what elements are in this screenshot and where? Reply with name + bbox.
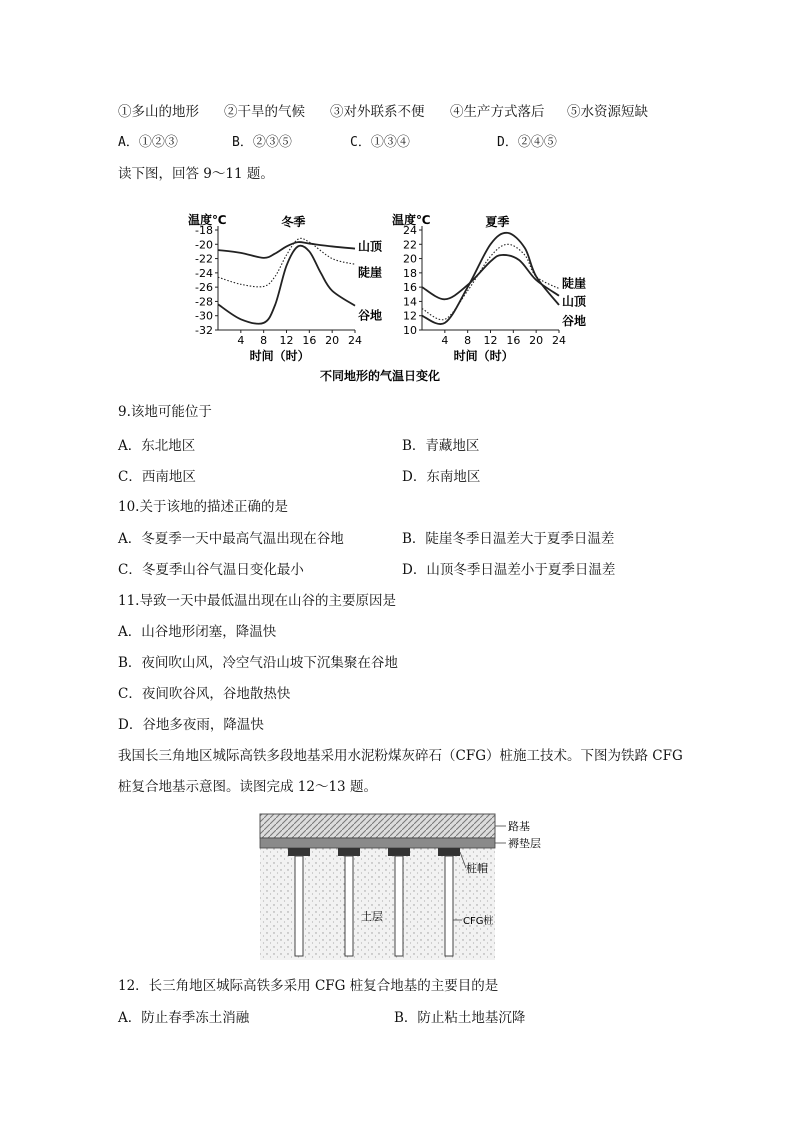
x-tick-label: 20 <box>529 334 544 347</box>
x-tick-label: 4 <box>237 334 245 347</box>
intro-q12-13-line1: 我国长三角地区城际高铁多段地基采用水泥粉煤灰碎石（CFG）桩施工技术。下图为铁路 CFG <box>118 748 683 764</box>
series-label: 山顶 <box>358 239 383 254</box>
x-tick-label: 4 <box>441 334 449 347</box>
x-tick-label: 24 <box>552 334 566 347</box>
q8-factor-5: ⑤水资源短缺 <box>567 104 648 120</box>
q8-option-a: A．①②③ <box>118 135 178 150</box>
q12-option-b: B．防止粘土地基沉降 <box>394 1010 526 1026</box>
y-tick-label: 18 <box>403 266 417 280</box>
x-tick-label: 24 <box>348 334 362 347</box>
chart-title: 冬季 <box>281 215 306 229</box>
q8-option-c: C．①③④ <box>350 135 410 150</box>
label-pile-cap: 桩帽 <box>466 862 488 875</box>
q9-stem: 9.该地可能位于 <box>118 404 212 420</box>
y-tick-label: -24 <box>195 266 213 280</box>
q10-option-c: C．冬夏季山谷气温日变化最小 <box>118 562 304 578</box>
x-axis-label: 时间（时） <box>249 349 310 363</box>
summer-chart <box>392 212 587 363</box>
y-tick-label: -20 <box>195 238 213 252</box>
y-tick-label: -28 <box>195 295 213 309</box>
q8-factor-2: ②干旱的气候 <box>224 104 305 120</box>
q11-option-b: B．夜间吹山风，冷空气沿山坡下沉集聚在谷地 <box>118 655 398 671</box>
q11-stem: 11.导致一天中最低温出现在山谷的主要原因是 <box>118 593 396 609</box>
q9-option-c: C．西南地区 <box>118 469 196 485</box>
x-tick-label: 12 <box>483 334 498 347</box>
x-tick-label: 16 <box>302 334 317 347</box>
q9-option-a: A．东北地区 <box>118 438 196 454</box>
q10-option-d: D．山顶冬季日温差小于夏季日温差 <box>402 562 616 578</box>
series-line-谷地 <box>218 246 355 324</box>
y-axis-label: 温度℃ <box>188 213 227 227</box>
q11-option-c: C．夜间吹谷风，谷地散热快 <box>118 686 291 702</box>
q12-stem: 12．长三角地区城际高铁多采用 CFG 桩复合地基的主要目的是 <box>118 978 499 994</box>
x-tick-label: 20 <box>325 334 340 347</box>
cushion-layer <box>260 838 495 848</box>
x-tick-label: 8 <box>464 334 472 347</box>
label-soil: 土层 <box>361 910 383 923</box>
figure1-caption: 不同地形的气温日变化 <box>319 369 441 383</box>
q10-option-a: A．冬夏季一天中最高气温出现在谷地 <box>118 531 344 547</box>
series-label: 陡崖 <box>358 265 383 280</box>
intro-q12-13-line2: 桩复合地基示意图。读图完成 12～13 题。 <box>118 779 377 795</box>
q9-option-b: B．青藏地区 <box>402 438 480 454</box>
label-cushion: 褥垫层 <box>508 837 541 850</box>
q11-option-a: A．山谷地形闭塞，降温快 <box>118 624 277 640</box>
q8-factor-3: ③对外联系不便 <box>330 104 425 120</box>
y-tick-label: -18 <box>195 224 213 237</box>
q10-stem: 10.关于该地的描述正确的是 <box>118 499 288 515</box>
q12-option-a: A．防止春季冻土消融 <box>118 1010 250 1026</box>
y-tick-label: -30 <box>195 309 213 323</box>
q8-factor-4: ④生产方式落后 <box>450 104 545 120</box>
cfg-pile-diagram <box>258 812 558 962</box>
series-label: 山顶 <box>562 294 587 309</box>
winter-chart <box>188 212 383 363</box>
temperature-chart-figure <box>180 208 600 388</box>
x-tick-label: 12 <box>279 334 294 347</box>
q11-option-d: D．谷地多夜雨，降温快 <box>118 717 264 733</box>
label-cfg-pile: CFG桩 <box>463 916 494 927</box>
series-label: 陡崖 <box>562 276 587 291</box>
intro-q9-11: 读下图，回答 9～11 题。 <box>118 166 274 182</box>
chart-title: 夏季 <box>485 215 510 229</box>
series-line-山顶 <box>422 255 559 299</box>
y-tick-label: 12 <box>403 309 417 323</box>
y-tick-label: -32 <box>195 324 213 337</box>
y-tick-label: 10 <box>403 324 417 337</box>
series-label: 谷地 <box>562 314 587 328</box>
q8-option-d: D．②④⑤ <box>497 135 557 150</box>
y-tick-label: 16 <box>403 281 417 295</box>
y-tick-label: 14 <box>403 295 417 309</box>
x-tick-label: 16 <box>506 334 521 347</box>
x-tick-label: 8 <box>260 334 268 347</box>
q10-option-b: B．陡崖冬季日温差大于夏季日温差 <box>402 531 615 547</box>
q8-factor-1: ①多山的地形 <box>118 104 199 120</box>
x-axis-label: 时间（时） <box>453 349 514 363</box>
q9-option-d: D．东南地区 <box>402 469 481 485</box>
y-tick-label: -26 <box>195 281 213 295</box>
y-tick-label: 22 <box>403 238 417 252</box>
roadbed-layer <box>260 814 495 838</box>
y-tick-label: -22 <box>195 252 213 266</box>
label-roadbed: 路基 <box>508 820 530 833</box>
y-axis-label: 温度℃ <box>392 213 431 227</box>
y-tick-label: 20 <box>403 252 417 266</box>
series-line-谷地 <box>422 233 559 324</box>
q8-option-b: B．②③⑤ <box>232 135 292 150</box>
y-tick-label: 24 <box>403 224 417 237</box>
series-label: 谷地 <box>358 308 383 323</box>
